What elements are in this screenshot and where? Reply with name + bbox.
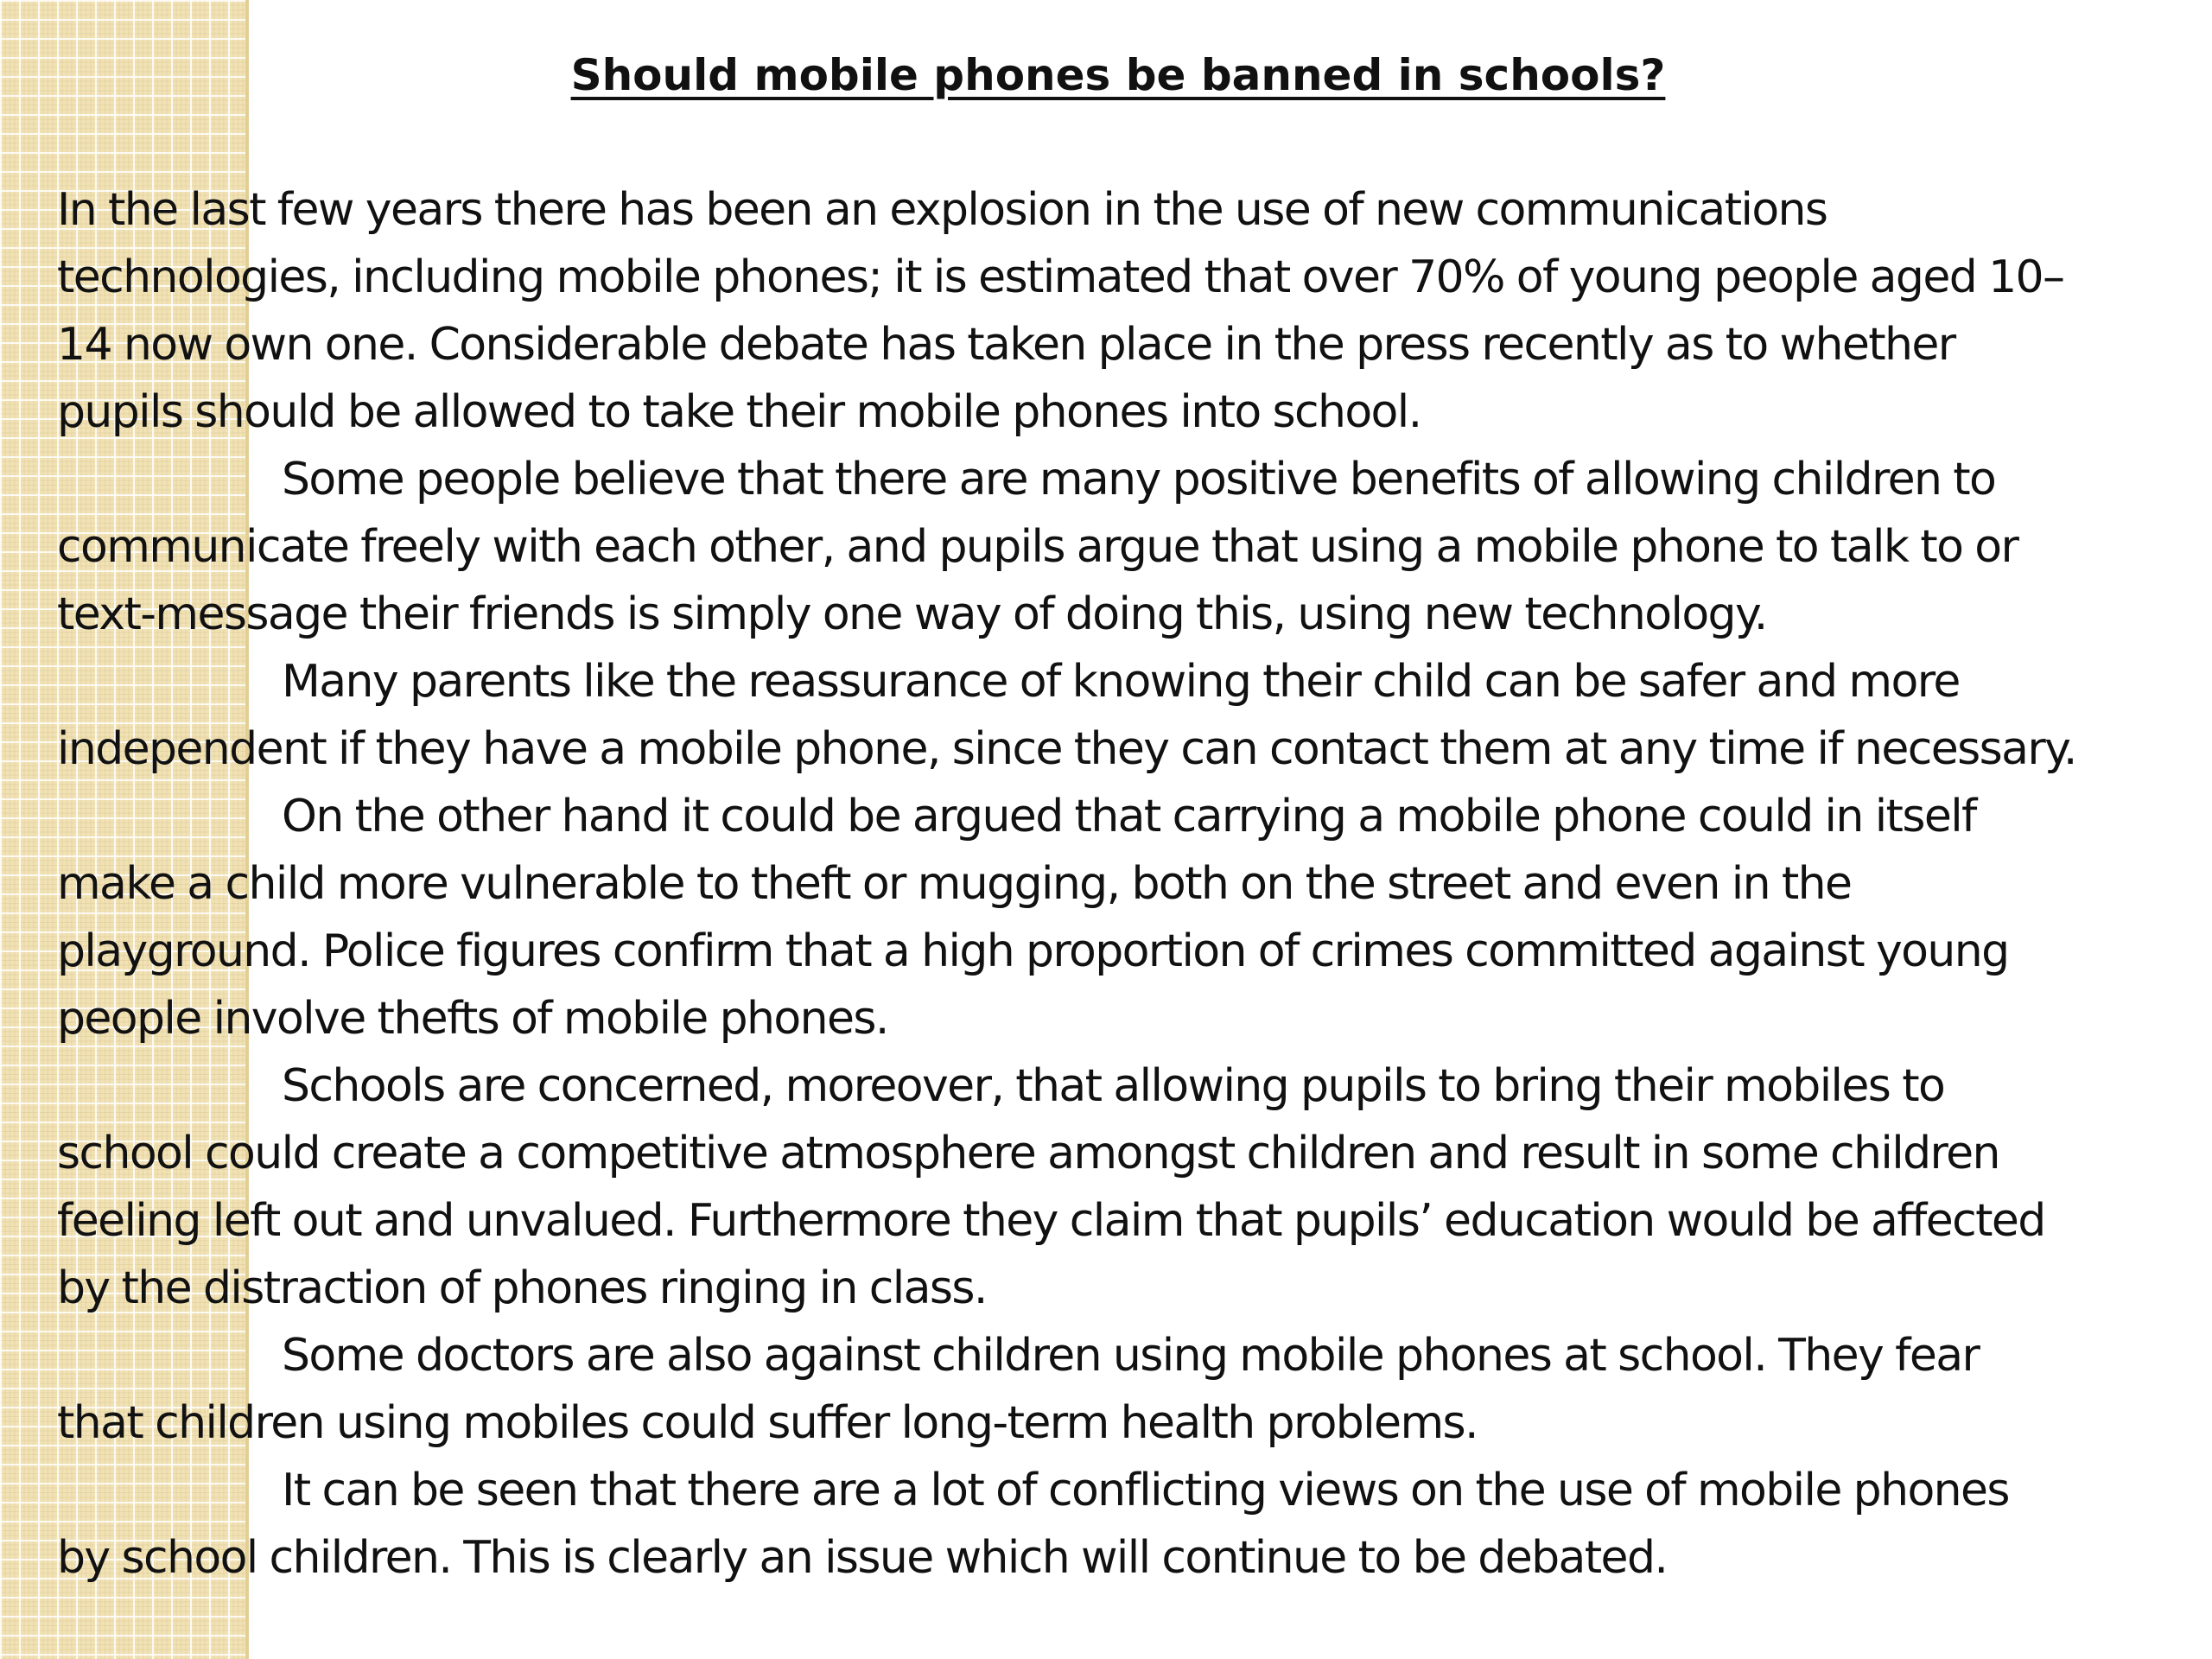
article-body bbox=[57, 176, 2195, 1592]
paragraph-start-line: Some doctors are also against children using mobile phones at school. They fear bbox=[282, 1330, 1980, 1382]
paragraph-start-line: Schools are concerned, moreover, that allowing pupils to bring their mobiles to bbox=[282, 1060, 1945, 1112]
text-line: technologies, including mobile phones; it is estimated that over 70% of young people aged 10– bbox=[57, 251, 2064, 303]
text-line: In the last few years there has been an explosion in the use of new communications bbox=[57, 184, 1827, 236]
text-line: feeling left out and unvalued. Furthermore they claim that pupils’ education would be affected bbox=[57, 1195, 2045, 1247]
text-line: 14 now own one. Considerable debate has taken place in the press recently as to whether bbox=[57, 319, 1955, 371]
paragraph-start-line: On the other hand it could be argued that carrying a mobile phone could in itself bbox=[282, 791, 1976, 842]
text-line: make a child more vulnerable to theft or mugging, both on the street and even in the bbox=[57, 858, 1852, 910]
text-line: people involve thefts of mobile phones. bbox=[57, 993, 888, 1045]
text-line: that children using mobiles could suffer long-term health problems. bbox=[57, 1397, 1478, 1449]
text-line: text-message their friends is simply one way of doing this, using new technology. bbox=[57, 588, 1767, 640]
paragraph-start-line: Many parents like the reassurance of knowing their child can be safer and more bbox=[282, 656, 1960, 708]
text-line: pupils should be allowed to take their mobile phones into school. bbox=[57, 386, 1421, 438]
text-line: by school children. This is clearly an issue which will continue to be debated. bbox=[57, 1532, 1668, 1584]
paragraph-start-line: It can be seen that there are a lot of conflicting views on the use of mobile phones bbox=[282, 1465, 2009, 1516]
text-line: communicate freely with each other, and pupils argue that using a mobile phone to talk to or bbox=[57, 521, 2018, 573]
text-line: independent if they have a mobile phone, since they can contact them at any time if necessary. bbox=[57, 723, 2076, 775]
slide-title: Should mobile phones be banned in schools? bbox=[570, 50, 1666, 100]
text-line: playground. Police figures confirm that a high proportion of crimes committed against young bbox=[57, 925, 2009, 977]
text-line: school could create a competitive atmosphere amongst children and result in some children bbox=[57, 1128, 1999, 1179]
text-line: by the distraction of phones ringing in class. bbox=[57, 1262, 987, 1314]
paragraph-start-line: Some people believe that there are many positive benefits of allowing children to bbox=[282, 454, 1996, 505]
